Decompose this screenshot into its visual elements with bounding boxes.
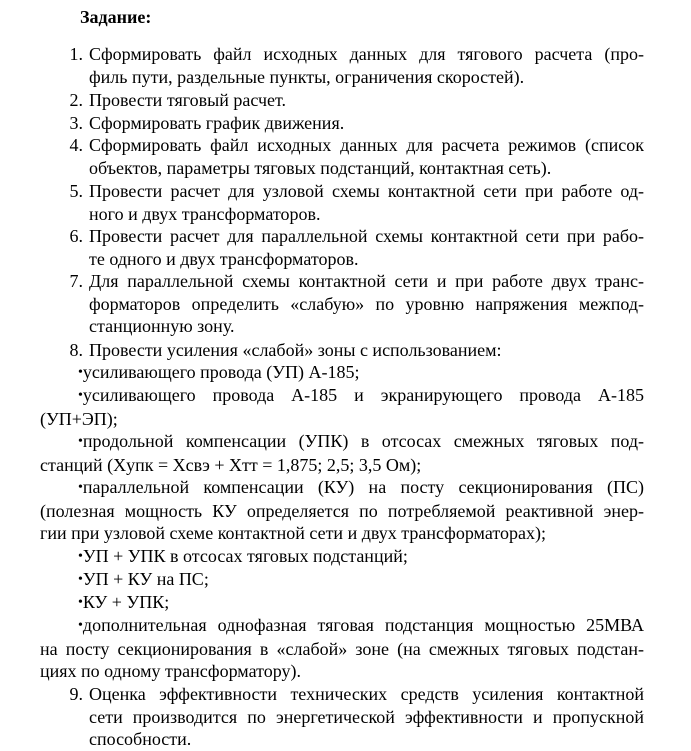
bullet-icon: • xyxy=(78,595,83,610)
bullet-text: УП + УПК в отсосах тяговых подстанций; xyxy=(82,546,408,566)
bullet-text: УП + КУ на ПС; xyxy=(82,569,209,589)
list-item-text xyxy=(89,225,644,270)
list-item-text xyxy=(89,89,644,112)
text-line xyxy=(40,638,644,661)
section-title: Задание: xyxy=(80,7,152,27)
bullet-text: циях по одному трансформатору). xyxy=(40,661,301,682)
list-item-text xyxy=(89,43,644,88)
bullet-item xyxy=(40,591,644,615)
bullet-icon: • xyxy=(78,365,83,380)
text-line: форматоров определить «слабую» по уровню напряжения межпод- xyxy=(89,293,644,314)
bullet-item xyxy=(40,430,644,476)
bullet-item xyxy=(40,476,644,545)
list-item-number: 6. xyxy=(69,226,83,246)
bullet-icon: • xyxy=(78,434,83,449)
text-line xyxy=(40,591,644,615)
bullet-text: (полезная мощность КУ определяется по потребляемой реактивной энер- xyxy=(40,500,644,521)
text-line xyxy=(40,568,644,592)
list-item-text xyxy=(89,683,644,751)
list-item-number: 5. xyxy=(69,181,83,201)
text-line xyxy=(40,430,644,454)
bullet-item xyxy=(40,614,644,683)
text-line xyxy=(40,476,644,500)
text-line: Провести расчет для узловой схемы контактной сети при работе од- xyxy=(89,181,644,201)
text-line: Провести тяговый расчет. xyxy=(89,90,287,110)
list-item-text xyxy=(89,134,644,179)
bullet-text: усиливающего провода (УП) А-185; xyxy=(82,362,360,382)
bullet-icon: • xyxy=(78,480,83,495)
text-line xyxy=(40,545,644,569)
list-item-number: 7. xyxy=(69,271,83,291)
bullet-text: (УП+ЭП); xyxy=(40,408,118,429)
bullet-text: дополнительная однофазная тяговая подстанция мощностью 25МВА xyxy=(82,615,644,635)
text-line: станционную зону. xyxy=(89,316,235,337)
list-item-number: 1. xyxy=(69,44,83,64)
bullet-icon: • xyxy=(78,572,83,587)
text-line: Оценка эффективности технических средств усиления контактной xyxy=(89,684,644,704)
bullet-text: параллельной компенсации (КУ) на посту секционирования (ПС) xyxy=(82,477,644,497)
list-item-text xyxy=(89,339,644,362)
text-line: ного и двух трансформаторов. xyxy=(89,203,321,224)
list-item-number: 3. xyxy=(69,113,83,133)
bullet-icon: • xyxy=(78,388,83,403)
text-line xyxy=(40,361,644,385)
text-line: Провести усиления «слабой» зоны с использованием: xyxy=(89,340,502,360)
bullet-text: усиливающего провода А-185 и экранирующего провода А-185 xyxy=(82,385,644,405)
list-item-number: 2. xyxy=(69,90,83,110)
text-line xyxy=(40,384,644,408)
bullet-text: на посту секционирования в «слабой» зоне (на смежных тяговых подстан- xyxy=(40,638,644,659)
text-line: Для параллельной схемы контактной сети и при работе двух транс- xyxy=(89,271,644,291)
bullet-icon: • xyxy=(78,618,83,633)
text-line xyxy=(40,408,644,431)
text-line: Сформировать файл исходных данных для расчета режимов (список xyxy=(89,135,644,155)
text-line: Провести расчет для параллельной схемы контактной сети при рабо- xyxy=(89,226,644,246)
bullet-item xyxy=(40,361,644,385)
list-item-number: 9. xyxy=(69,684,83,704)
text-line: те одного и двух трансформаторов. xyxy=(89,248,359,269)
list-item-text xyxy=(89,270,644,338)
text-line xyxy=(40,522,644,545)
text-line xyxy=(40,500,644,523)
bullet-item xyxy=(40,568,644,592)
text-line: способности. xyxy=(89,729,192,750)
text-line xyxy=(40,454,644,477)
text-line: сети производится по энергетической эффективности и пропускной xyxy=(89,706,644,727)
list-item-text xyxy=(89,180,644,225)
text-line xyxy=(40,614,644,638)
bullet-text: КУ + УПК; xyxy=(82,592,170,612)
text-line xyxy=(40,660,644,683)
text-line: филь пути, раздельные пункты, ограничения скоростей). xyxy=(89,66,525,87)
text-line: Сформировать файл исходных данных для тягового расчета (про- xyxy=(89,44,644,64)
list-item-text xyxy=(89,112,644,135)
text-line: объектов, параметры тяговых подстанций, контактная сеть). xyxy=(89,157,552,178)
bullet-text: продольной компенсации (УПК) в отсосах смежных тяговых под- xyxy=(82,431,644,451)
bullet-text: станций (Xупк = Xсвэ + Xтт = 1,875; 2,5; 3,5 Ом); xyxy=(40,454,422,475)
bullet-text: гии при узловой схеме контактной сети и двух трансформаторах); xyxy=(40,523,546,544)
bullet-icon: • xyxy=(78,549,83,564)
list-item-number: 4. xyxy=(69,135,83,155)
list-item-number: 8. xyxy=(69,340,83,360)
bullet-item xyxy=(40,545,644,569)
text-line: Сформировать график движения. xyxy=(89,113,345,133)
bullet-item xyxy=(40,384,644,430)
